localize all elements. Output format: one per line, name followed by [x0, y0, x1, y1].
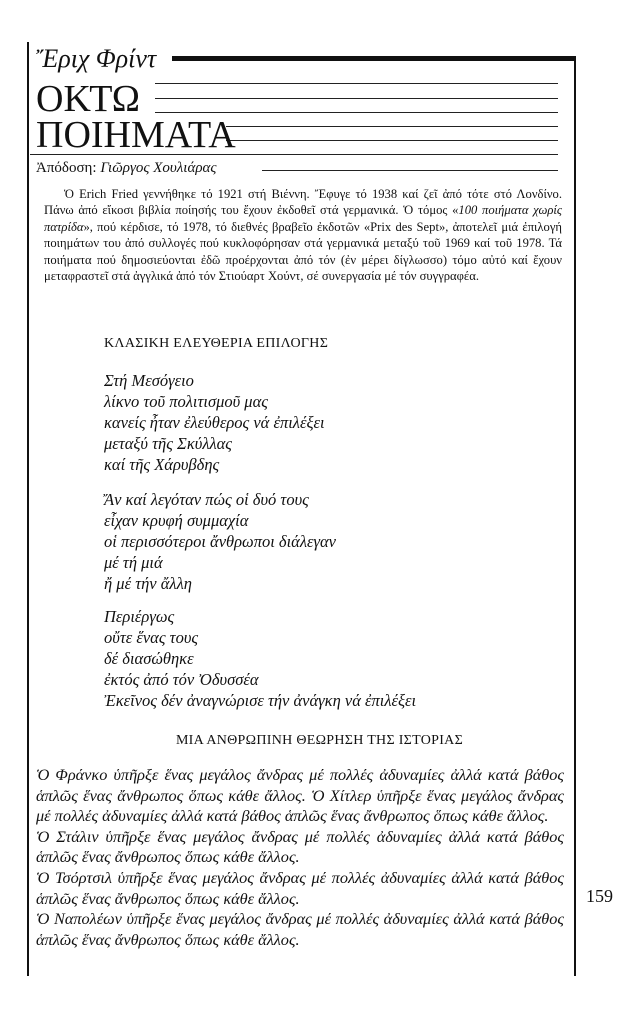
left-frame-line	[27, 42, 29, 976]
poem-2-body	[36, 765, 564, 950]
translator-label: Ἀπόδοση:	[36, 160, 97, 176]
verse-line: ἤ μέ τήν ἄλλη	[104, 574, 192, 593]
verse-line: Περιέργως	[104, 607, 175, 626]
verse-line: μεταξύ τῆς Σκύλλας	[104, 434, 232, 453]
poem-1-stanza-3	[104, 606, 416, 711]
poem-1-stanza-1	[104, 370, 325, 475]
verse-line: κανείς ἦταν ἐλεύθερος νά ἐπιλέξει	[104, 413, 325, 432]
verse-line: μέ τή μιά	[104, 553, 163, 572]
header-rule	[155, 98, 558, 99]
author-name: Ἔριχ Φρίντ	[36, 44, 157, 73]
intro-book-title: 100 ποιήματα χωρίς πατρίδα	[44, 203, 562, 234]
prose-paragraph: Ὁ Φράνκο ὑπῆρξε ἕνας μεγάλος ἄνδρας μέ πολλές ἀδυναμίες ἀλλά κατά βάθος ἁπλῶς ἕνας ἄνθρωπος ὅπως κάθε ἄλλος. Ὁ Χίτλερ ὑπῆρξε ἕνας μεγάλος ἄνδρας μέ πολλές ἀδυναμίες ἀλλά κατά βάθος ἁπλῶς ἕνας ἄνθρωπος ὅπως κάθε ἄλλος.	[36, 765, 564, 826]
verse-line: δέ διασώθηκε	[104, 649, 194, 668]
verse-line: Στή Μεσόγειο	[104, 371, 194, 390]
poem-2-title: ΜΙΑ ΑΝΘΡΩΠΙΝΗ ΘΕΩΡΗΣΗ ΤΗΣ ΙΣΤΟΡΙΑΣ	[175, 733, 464, 748]
intro-text-1: Ὁ Erich Fried γεννήθηκε τό 1921 στή Βιέννη. Ἔφυγε τό 1938 καί ζεῖ ἀπό τότε στό Λονδίνο. Πάνω ἀπό εἴκοσι βιβλία ποίησής του ἔχουν ἐκδοθεῖ στά γερμανικά. Ὁ τόμος «	[44, 187, 562, 218]
verse-line: λίκνο τοῦ πολιτισμοῦ μας	[104, 392, 268, 411]
poem-1-title: ΚΛΑΣΙΚΗ ΕΛΕΥΘΕΡΙΑ ΕΠΙΛΟΓΗΣ	[104, 336, 329, 351]
right-frame-line	[574, 58, 576, 976]
verse-line: Ἄν καί λεγόταν πώς οἱ δυό τους	[104, 490, 309, 509]
header-rule	[155, 83, 558, 84]
header-thick-rule	[172, 56, 576, 61]
poem-1-stanza-2	[104, 489, 336, 594]
page-number: 159	[586, 886, 613, 906]
header-rule	[262, 170, 558, 171]
verse-line: Ἐκεῖνος δέν ἀναγνώρισε τήν ἀνάγκη νά ἐπιλέξει	[104, 691, 417, 710]
title-line-1: ΟΚΤΩ	[36, 78, 140, 120]
translator-credit	[36, 160, 216, 177]
prose-paragraph: Ὁ Στάλιν ὑπῆρξε ἕνας μεγάλος ἄνδρας μέ πολλές ἀδυναμίες ἀλλά κατά βάθος ἁπλῶς ἕνας ἄνθρωπος ὅπως κάθε ἄλλος.	[36, 826, 564, 867]
verse-line: οἱ περισσότεροι ἄνθρωποι διάλεγαν	[104, 532, 336, 551]
verse-line: καί τῆς Χάρυβδης	[104, 455, 220, 474]
prose-paragraph: Ὁ Ναπολέων ὑπῆρξε ἕνας μεγάλος ἄνδρας μέ πολλές ἀδυναμίες ἀλλά κατά βάθος ἁπλῶς ἕνας ἄνθρωπος ὅπως κάθε ἄλλος.	[36, 909, 564, 949]
verse-line: οὔτε ἕνας τους	[104, 628, 199, 647]
prose-paragraph: Ὁ Τσόρτσιλ ὑπῆρξε ἕνας μεγάλος ἄνδρας μέ πολλές ἀδυναμίες ἀλλά κατά βάθος ἁπλῶς ἕνας ἄνθρωπος ὅπως κάθε ἄλλος.	[36, 867, 564, 908]
title-line-2: ΠΟΙΗΜΑΤΑ	[36, 114, 236, 156]
verse-line: ἐκτός ἀπό τόν Ὀδυσσέα	[104, 670, 259, 689]
header-rule	[155, 112, 558, 113]
verse-line: εἶχαν κρυφή συμμαχία	[104, 511, 249, 530]
intro-paragraph	[44, 186, 562, 284]
intro-text-2: », πού κέρδισε, τό 1978, τό διεθνές βραβεῖο ἐκδοτῶν «Prix des Sept», ἀποτελεῖ μιά ἐπιλογή ποιημάτων του ἀπό συλλογές πού κυκλοφόρησαν στά γερμανικά μεταξύ τοῦ 1969 καί τοῦ 1978. Τά ποιήματα πού δημοσιεύονται ἐδῶ προέρχονται ἀπό τόν (ἐν μέρει δίγλωσσο) τόμο αὐτό καί ἔχουν μεταφραστεῖ στά ἀγγλικά ἀπό τόν Στιούαρτ Χούντ, σέ συνεργασία μέ τόν συγγραφέα.	[44, 219, 562, 284]
translator-name: Γιῶργος Χουλιάρας	[100, 160, 217, 176]
header-rule	[226, 126, 558, 127]
header-rule	[226, 140, 558, 141]
